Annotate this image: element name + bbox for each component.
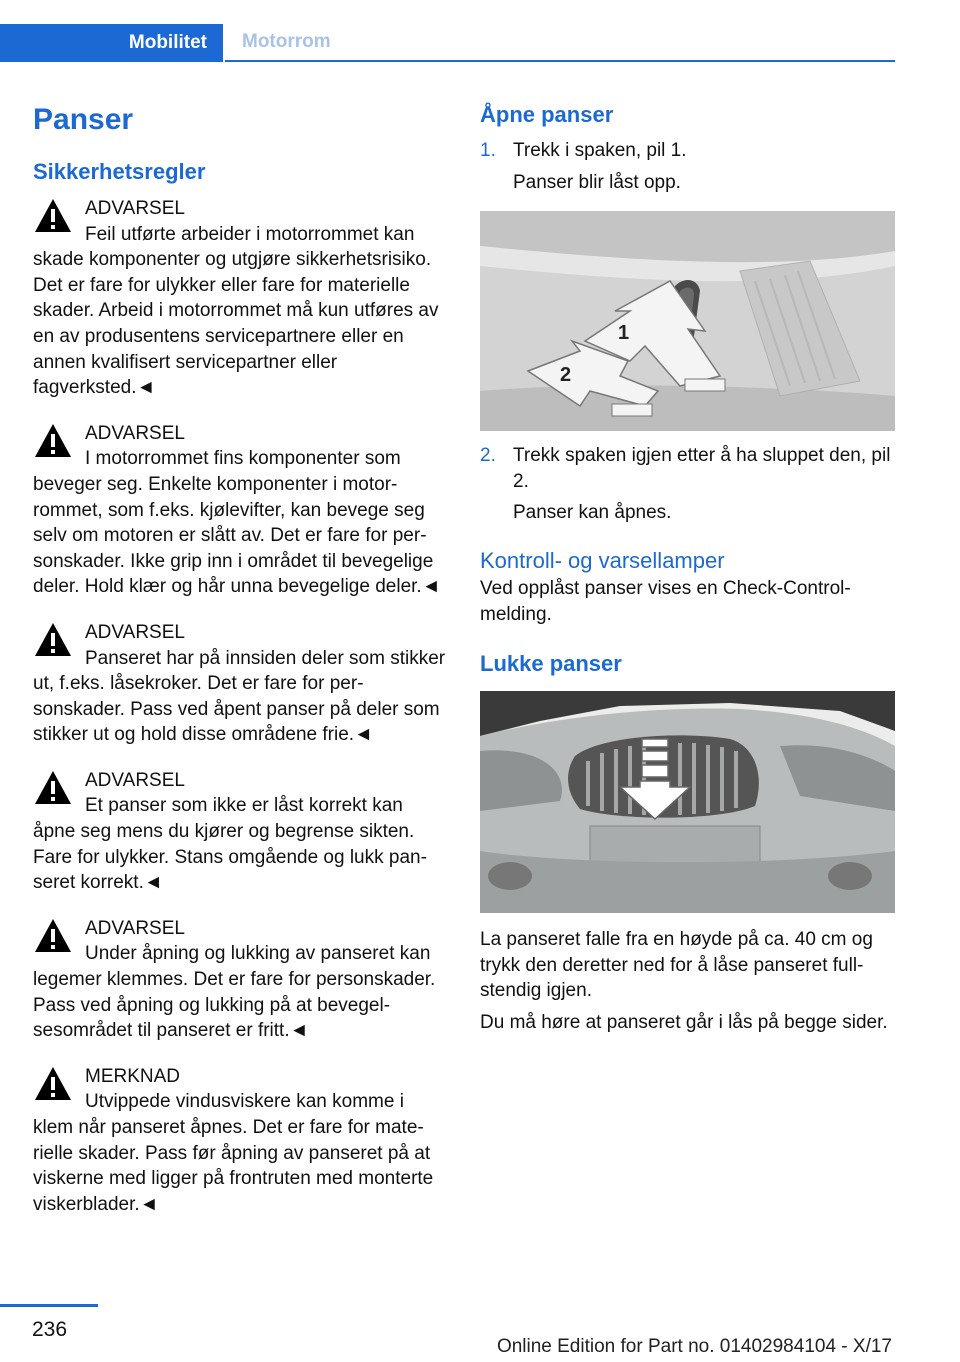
arrow-2-label: 2: [560, 364, 572, 387]
warning-text: Under åpning og lukking av panseret kan legemer klemmes. Det er fare for personskader. Pass ved åpning og lukking på at bevegelsesområdet til panseret er fritt.◄: [33, 943, 436, 1042]
warning-title: ADVARSEL: [85, 621, 185, 643]
warning-block: [33, 620, 448, 748]
warning-title: MERKNAD: [85, 1065, 181, 1087]
warning-text: Feil utførte arbeider i motorrommet kan skade komponenter og utgjøre sikkerhetsrisiko. Det er fare for ulykker eller fare for materielle skader. Arbeid i motorrommet må kun utføres av en av produsentens servicepartnere eller en annen kvalifisert servicepartner eller fagverksted.◄: [33, 223, 439, 399]
warning-block: [33, 196, 448, 401]
warning-text: I motorrommet fins komponenter som beveger seg. Enkelte komponenter i motorrommet, som f.eks. kjølevifter, kan bevege seg selv om motoren er slått av. Det er fare for personskader. Ikke grip inn i området til bevegelige deler. Hold klær og hår unna bevegelige deler.◄: [33, 448, 441, 598]
section-title-safety: Sikkerhetsregler: [33, 159, 206, 184]
warning-text: Panseret har på innsiden deler som stikker ut, f.eks. låsekroker. Det er fare for personskader. Pass ved åpent panser på deler som stikker ut og hold disse områdene frie.◄: [33, 647, 446, 746]
page-title: Panser: [33, 103, 134, 136]
step-1-number: 1.: [480, 140, 496, 161]
chapter-tabs: [0, 24, 895, 62]
edition-footer: Online Edition for Part no. 01402984104 - X/17: [496, 1336, 892, 1357]
warnings-list: [33, 196, 448, 1217]
left-column: [33, 100, 448, 1237]
step-2: [480, 443, 895, 494]
step-1-result: Panser blir låst opp.: [513, 171, 681, 193]
warning-block: [33, 916, 448, 1044]
section-title-lamps: Kontroll- og varsellamper: [480, 547, 725, 573]
arrow-1-label: 1: [618, 322, 630, 345]
step-2-text: Trekk spaken igjen etter å ha sluppet den, pil 2.: [513, 445, 891, 492]
closing-hood-figure: [480, 691, 895, 913]
step-2-result: Panser kan åpnes.: [513, 502, 672, 524]
car-front-illustration: [480, 691, 895, 913]
section-title-close: Lukke panser: [480, 651, 622, 677]
warning-text: Utvippede vindusviskere kan komme i klem når panseret åpnes. Det er fare for materielle skader. Pass før åpning av panseret på at viskerne med ligger på frontruten med monterte viskerblader.◄: [33, 1091, 434, 1215]
warning-text: Et panser som ikke er låst korrekt kan åpne seg mens du kjører og begrense sikten. Fare for ulykker. Stans omgående og lukk panseret korrekt.◄: [33, 795, 427, 894]
step-1: [480, 138, 895, 164]
warning-title: ADVARSEL: [85, 198, 185, 219]
page-number: 236: [32, 1318, 68, 1341]
warning-triangle-icon: [33, 1064, 73, 1104]
warning-title: ADVARSEL: [85, 917, 185, 939]
warning-block: [33, 1064, 448, 1218]
warning-block: [33, 421, 448, 600]
lever-illustration: [480, 211, 895, 431]
warning-triangle-icon: [33, 620, 73, 660]
warning-triangle-icon: [33, 916, 73, 956]
page-number-bar: [0, 1304, 98, 1307]
warning-triangle-icon: [33, 196, 73, 236]
lamps-text: Ved opplåst panser vises en Check-Control-melding.: [480, 577, 851, 625]
warning-triangle-icon: [33, 421, 73, 461]
hood-release-lever-figure: [480, 211, 895, 431]
warning-triangle-icon: [33, 768, 73, 808]
tab-mobilitet[interactable]: Mobilitet: [0, 24, 223, 62]
close-text-2: Du må høre at panseret går i lås på begge sider.: [480, 1011, 888, 1033]
tab-motorrom[interactable]: Motorrom: [225, 24, 895, 62]
warning-title: ADVARSEL: [85, 769, 185, 791]
section-title-open: Åpne panser: [480, 102, 614, 127]
step-2-number: 2.: [480, 445, 496, 467]
step-1-text: Trekk i spaken, pil 1.: [513, 140, 687, 161]
close-text-1: La panseret falle fra en høyde på ca. 40 cm og trykk den deretter ned for å låse panseret fullstendig igjen.: [480, 929, 873, 1002]
right-column: [480, 100, 895, 1036]
warning-block: [33, 768, 448, 896]
warning-title: ADVARSEL: [85, 422, 185, 444]
